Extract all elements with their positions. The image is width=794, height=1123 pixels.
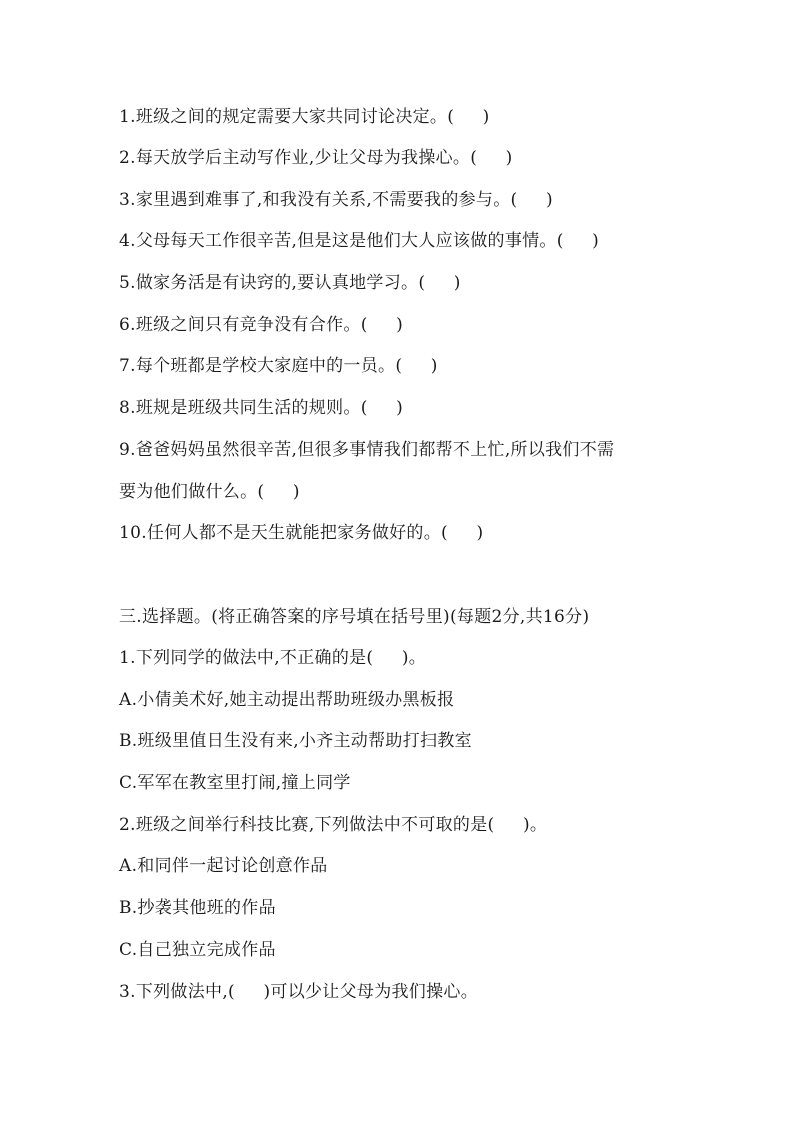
judgement-item-9-cont: 要为他们做什么。( ) xyxy=(119,482,300,502)
choice-q3: 3.下列做法中,( )可以少让父母为我们操心。 xyxy=(119,982,479,1002)
choice-q2-option-a: A.和同伴一起讨论创意作品 xyxy=(119,856,328,876)
judgement-item-10: 10.任何人都不是天生就能把家务做好的。( ) xyxy=(119,523,484,543)
section-heading-choice: 三.选择题。(将正确答案的序号填在括号里)(每题2分,共16分) xyxy=(119,607,590,627)
judgement-item-1: 1.班级之间的规定需要大家共同讨论决定。( ) xyxy=(119,107,490,127)
choice-q2-option-c: C.自己独立完成作品 xyxy=(119,940,276,960)
judgement-item-4: 4.父母每天工作很辛苦,但是这是他们大人应该做的事情。( ) xyxy=(119,231,600,251)
judgement-item-3: 3.家里遇到难事了,和我没有关系,不需要我的参与。( ) xyxy=(119,190,553,210)
choice-q1-option-b: B.班级里值日生没有来,小齐主动帮助打扫教室 xyxy=(119,731,472,751)
judgement-item-9: 9.爸爸妈妈虽然很辛苦,但很多事情我们都帮不上忙,所以我们不需 xyxy=(119,440,615,460)
choice-q1-option-c: C.军军在教室里打闹,撞上同学 xyxy=(119,773,351,793)
choice-q1-option-a: A.小倩美术好,她主动提出帮助班级办黑板报 xyxy=(119,690,455,710)
judgement-item-6: 6.班级之间只有竞争没有合作。( ) xyxy=(119,315,404,335)
judgement-item-7: 7.每个班都是学校大家庭中的一员。( ) xyxy=(119,356,438,376)
judgement-item-8: 8.班规是班级共同生活的规则。( ) xyxy=(119,398,404,418)
choice-q2: 2.班级之间举行科技比赛,下列做法中不可取的是( )。 xyxy=(119,815,548,835)
choice-q2-option-b: B.抄袭其他班的作品 xyxy=(119,898,276,918)
judgement-item-2: 2.每天放学后主动写作业,少让父母为我操心。( ) xyxy=(119,148,513,168)
judgement-item-5: 5.做家务活是有诀窍的,要认真地学习。( ) xyxy=(119,273,461,293)
choice-q1: 1.下列同学的做法中,不正确的是( )。 xyxy=(119,648,427,668)
